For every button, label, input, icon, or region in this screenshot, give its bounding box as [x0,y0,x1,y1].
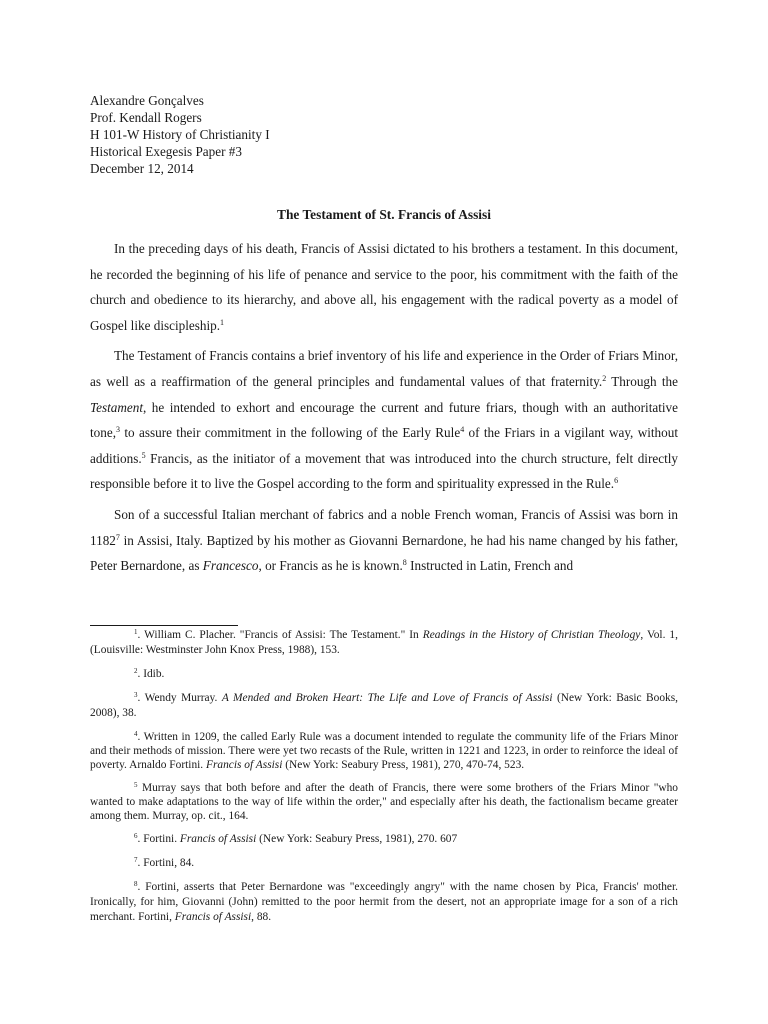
paragraph-3 [90,502,678,579]
paper-date: December 12, 2014 [90,161,194,176]
professor-name: Prof. Kendall Rogers [90,110,202,125]
footnote-ref-4[interactable]: 4 [460,425,465,435]
footnote-italic: Readings in the History of Christian Theology [422,629,641,641]
paragraph-1-text: In the preceding days of his death, Francis of Assisi dictated to his brothers a testament. In this document, he recorded the beginning of his life of penance and service to the poor, his commitment with the faith of the church and obedience to its hierarchy, and above all, his engagement with the radical poverty as a model of Gospel like discipleship. [90,241,678,333]
paragraph-3-text: in Assisi, Italy. Baptized by his mother as Giovanni Bernardone, he had his name changed by his father, Peter Bernardone, as [90,532,678,574]
footnote-italic: Francis of Assisi [174,911,252,923]
footnote-text: , Vol. 1, (Louisville: Westminster John Knox Press, 1988), 153. [90,629,678,656]
footnote-text: (New York: Basic Books, 2008), 38. [90,692,678,719]
paper-title: The Testament of St. Francis of Assisi [277,207,491,222]
paragraph-2-text: to assure their commitment in the following of the Early Rule [120,425,461,441]
footnote-text: Murray says that both before and after the death of Francis, there were some brothers of the Friars Minor "who wanted to make adaptations to the way of life within the order," and especially after his death, the factionalism became greater among them. Murray, op. cit., 164. [90,782,678,822]
footnote-ref-5[interactable]: 5 [141,450,146,460]
footnote-ref-3[interactable]: 3 [116,425,121,435]
paragraph-3-text: Instructed in Latin, French and [406,558,574,574]
assignment-name: Historical Exegesis Paper #3 [90,144,242,159]
footnote-number: 3 [134,691,138,699]
footnote-italic: Francis of Assisi [206,759,283,771]
footnote-text: . Wendy Murray. [137,692,222,704]
footnote-1 [90,628,678,658]
italic-title: Testament [90,399,143,415]
footnote-text: (New York: Seabury Press, 1981), 270, 470-74, 523. [282,759,525,771]
footnote-number: 7 [134,856,138,864]
footnote-text: . Idib. [137,668,165,680]
footnote-ref-2[interactable]: 2 [602,373,607,383]
footnote-number: 8 [134,880,138,888]
footnote-2 [90,667,678,682]
footnote-5 [90,781,678,823]
footnote-text: , 88. [251,911,272,923]
paragraph-1 [90,236,678,338]
paragraph-2-text: of the Friars in a vigilant way, without additions. [90,425,679,466]
paragraph-2-text: Through the [606,373,678,389]
footnote-text: . Fortini, asserts that Peter Bernardone was "exceedingly angry" with the name chosen by Pica, Francis' mother. Ironically, for him, Giovanni (John) remitted to the poor hermit from the desert, not an appropriate image for a son of a rich merchant. Fortini, [90,881,678,923]
footnote-ref-7[interactable]: 7 [115,532,120,542]
footnote-number: 4 [134,730,138,738]
footnote-4 [90,730,678,772]
author-name: Alexandre Gonçalves [90,93,204,108]
footnote-number: 2 [134,667,138,675]
footnote-number: 1 [134,628,138,636]
course-name: H 101-W History of Christianity I [90,127,270,142]
footnote-number: 5 [134,781,138,789]
paragraph-2-text: The Testament of Francis contains a brief inventory of his life and experience in the Order of Friars Minor, as well as a reaffirmation of the general principles and fundamental values of that fraternity. [90,348,678,389]
footnote-separator [90,625,238,626]
footnote-italic: A Mended and Broken Heart: The Life and Love of Francis of Assisi [221,692,553,704]
paragraph-2-text: Francis, as the initiator of a movement that was introduced into the church structure, felt directly responsible before it to live the Gospel according to the form and spirituality expressed in the Rule. [90,450,678,492]
footnote-ref-8[interactable]: 8 [402,558,407,568]
body-text [90,236,678,584]
footnote-3 [90,691,678,721]
paper-header [90,92,270,177]
paragraph-3-text: Son of a successful Italian merchant of fabrics and a noble French woman, Francis of Assisi was born in 1182 [90,506,678,548]
footnote-text: . Written in 1209, the called Early Rule was a document intended to regulate the community life of the Friars Minor and their methods of mission. There were yet two recasts of the Rule, written in 1221 and 1223, in order to reinforce the ideal of poverty. Arnaldo Fortini. [90,731,678,771]
footnote-text: . Fortini. [137,833,180,845]
footnote-number: 6 [134,832,138,840]
paragraph-3-text: , or Francis as he is known. [258,558,403,574]
italic-name: Francesco [202,558,259,574]
paragraph-2-text: , he intended to exhort and encourage the current and future friars, though with an authoritative tone, [90,399,678,441]
footnote-7 [90,856,678,871]
footnote-text: . Fortini, 84. [137,857,195,869]
footnote-text: (New York: Seabury Press, 1981), 270. 607 [256,833,458,845]
paragraph-2 [90,343,678,497]
footnotes-section [90,628,678,934]
footnote-6 [90,832,678,847]
footnote-text: . William C. Placher. "Francis of Assisi: The Testament." In [137,629,423,641]
footnote-ref-1[interactable]: 1 [220,317,225,327]
footnote-8 [90,880,678,925]
footnote-italic: Francis of Assisi [179,833,257,845]
footnote-ref-6[interactable]: 6 [614,476,619,486]
